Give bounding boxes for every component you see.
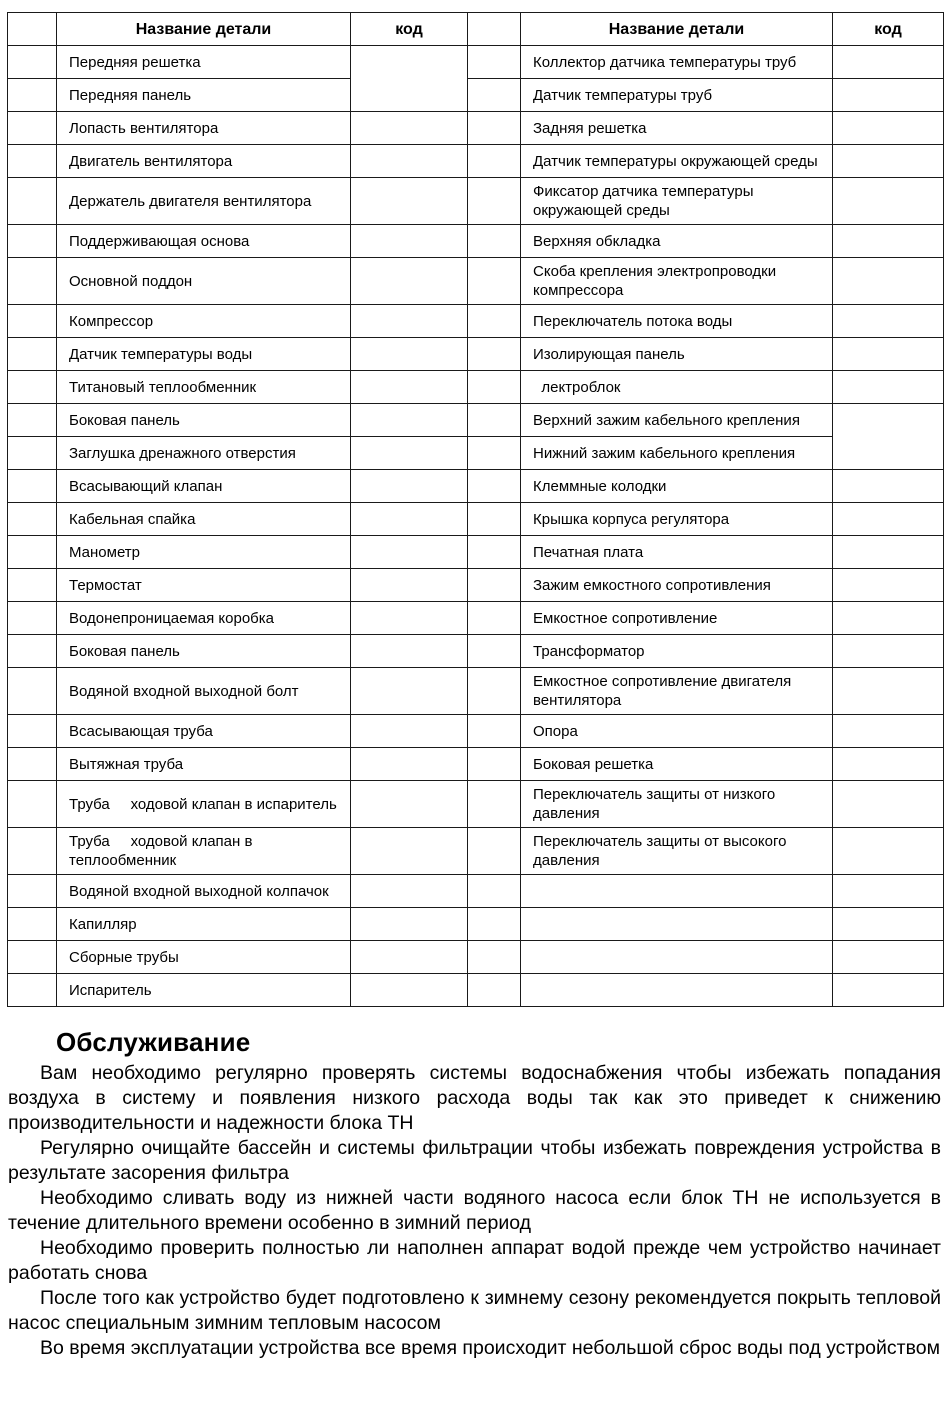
part-name-cell-right: лектроблок: [521, 371, 833, 404]
row-number-cell-right: [468, 258, 521, 305]
part-code-cell-right: [833, 941, 944, 974]
table-row: [8, 536, 944, 569]
table-row: [8, 225, 944, 258]
part-name-cell-right: Датчик температуры окружающей среды: [521, 145, 833, 178]
row-number-cell-left: [8, 503, 57, 536]
row-number-cell-right: [468, 748, 521, 781]
row-number-cell-right: [468, 503, 521, 536]
part-name-cell-left: Водонепроницаемая коробка: [57, 602, 351, 635]
maintenance-paragraph: Во время эксплуатации устройства все время происходит небольшой сброс воды под устройством: [40, 1337, 940, 1359]
maintenance-paragraph: После того как устройство будет подготовлено к зимнему сезону рекомендуется покрыть тепловой насос специальным зимним тепловым насосом: [8, 1287, 941, 1334]
part-code-cell-left: [351, 404, 468, 437]
part-name-cell-right: Емкостное сопротивление: [521, 602, 833, 635]
table-row: [8, 715, 944, 748]
part-name-cell-left: Держатель двигателя вентилятора: [57, 178, 351, 225]
table-row: [8, 178, 944, 225]
part-code-cell-left: [351, 569, 468, 602]
part-name-cell-left: Труба ходовой клапан в испаритель: [57, 781, 351, 828]
table-row: [8, 602, 944, 635]
part-name-cell-left: Кабельная спайка: [57, 503, 351, 536]
row-number-cell-left: [8, 875, 57, 908]
row-number-cell-left: [8, 338, 57, 371]
part-name-cell-right: Переключатель защиты от высокого давления: [521, 828, 833, 875]
row-number-cell-right: [468, 470, 521, 503]
table-row: [8, 635, 944, 668]
row-number-cell-right: [468, 178, 521, 225]
part-name-cell-right: [521, 908, 833, 941]
row-number-cell-left: [8, 715, 57, 748]
maintenance-section: [7, 1027, 943, 1361]
table-row: [8, 258, 944, 305]
part-code-cell-right: [833, 112, 944, 145]
part-code-cell-left: [351, 668, 468, 715]
part-name-cell-left: Передняя панель: [57, 79, 351, 112]
part-name-cell-right: Верхний зажим кабельного крепления: [521, 404, 833, 437]
part-code-cell-left: [351, 635, 468, 668]
part-name-cell-right: Клеммные колодки: [521, 470, 833, 503]
row-number-cell-left: [8, 781, 57, 828]
table-row: [8, 470, 944, 503]
part-name-cell-left: Вытяжная труба: [57, 748, 351, 781]
part-name-cell-left: Сборные трубы: [57, 941, 351, 974]
part-code-cell-right: [833, 536, 944, 569]
part-name-cell-right: Печатная плата: [521, 536, 833, 569]
table-row: [8, 145, 944, 178]
header-part-name-right: Название детали: [521, 13, 833, 46]
maintenance-paragraph: Вам необходимо регулярно проверять системы водоснабжения чтобы избежать попадания воздуха в систему и появления низкого расхода воды так как это приведет к снижению производительности и надежности блока ТН: [8, 1062, 941, 1134]
maintenance-heading: Обслуживание: [56, 1027, 251, 1057]
row-number-cell-right: [468, 602, 521, 635]
part-name-cell-right: Коллектор датчика температуры труб: [521, 46, 833, 79]
row-number-cell-right: [468, 404, 521, 437]
part-code-cell-left: [351, 974, 468, 1007]
part-name-cell-left: Водяной входной выходной колпачок: [57, 875, 351, 908]
table-row: [8, 46, 944, 79]
part-name-cell-right: Трансформатор: [521, 635, 833, 668]
row-number-cell-right: [468, 781, 521, 828]
part-code-cell-right: [833, 178, 944, 225]
row-number-cell-left: [8, 635, 57, 668]
maintenance-paragraph: Необходимо сливать воду из нижней части водяного насоса если блок ТН не используется в течение длительного времени особенно в зимний период: [8, 1187, 941, 1234]
part-name-cell-left: Боковая панель: [57, 404, 351, 437]
part-code-cell-right: [833, 503, 944, 536]
row-number-cell-left: [8, 470, 57, 503]
part-code-cell-left: [351, 908, 468, 941]
part-code-cell-left: [351, 112, 468, 145]
header-code-right: код: [833, 13, 944, 46]
part-name-cell-right: Опора: [521, 715, 833, 748]
part-code-cell-right: [833, 258, 944, 305]
part-name-cell-left: Датчик температуры воды: [57, 338, 351, 371]
table-row: [8, 305, 944, 338]
part-code-cell-right: [833, 908, 944, 941]
part-code-cell-left: [351, 602, 468, 635]
part-name-cell-right: Датчик температуры труб: [521, 79, 833, 112]
row-number-cell-left: [8, 371, 57, 404]
part-name-cell-left: Передняя решетка: [57, 46, 351, 79]
row-number-cell-right: [468, 875, 521, 908]
part-code-cell-right: [833, 145, 944, 178]
part-code-cell-right: [833, 974, 944, 1007]
part-name-cell-left: Лопасть вентилятора: [57, 112, 351, 145]
part-code-cell-right: [833, 748, 944, 781]
part-name-cell-left: Заглушка дренажного отверстия: [57, 437, 351, 470]
part-name-cell-left: Труба ходовой клапан в теплообменник: [57, 828, 351, 875]
table-row: [8, 908, 944, 941]
table-row: [8, 941, 944, 974]
part-name-cell-right: Крышка корпуса регулятора: [521, 503, 833, 536]
row-number-cell-left: [8, 112, 57, 145]
part-code-cell-left: [351, 470, 468, 503]
part-code-cell-left: [351, 875, 468, 908]
part-name-cell-left: Основной поддон: [57, 258, 351, 305]
row-number-cell-left: [8, 828, 57, 875]
part-name-cell-right: Переключатель защиты от низкого давления: [521, 781, 833, 828]
table-row: [8, 974, 944, 1007]
part-name-cell-right: Переключатель потока воды: [521, 305, 833, 338]
part-name-cell-left: Манометр: [57, 536, 351, 569]
parts-table-body: [8, 46, 944, 1007]
part-code-cell-left: [351, 258, 468, 305]
row-number-cell-right: [468, 536, 521, 569]
part-name-cell-left: Всасывающая труба: [57, 715, 351, 748]
row-number-cell-right: [468, 112, 521, 145]
table-row: [8, 112, 944, 145]
table-row: [8, 437, 944, 470]
row-number-cell-right: [468, 635, 521, 668]
row-number-cell-right: [468, 569, 521, 602]
header-part-name-left: Название детали: [57, 13, 351, 46]
row-number-cell-left: [8, 145, 57, 178]
row-number-cell-left: [8, 908, 57, 941]
table-row: [8, 781, 944, 828]
part-code-cell-right: [833, 668, 944, 715]
parts-table: [7, 12, 944, 1007]
row-number-cell-right: [468, 437, 521, 470]
part-name-cell-left: Боковая панель: [57, 635, 351, 668]
row-number-cell-right: [468, 974, 521, 1007]
part-code-cell-left: [351, 828, 468, 875]
part-name-cell-right: Емкостное сопротивление двигателя вентилятора: [521, 668, 833, 715]
part-name-cell-right: Изолирующая панель: [521, 338, 833, 371]
part-code-cell-right: [833, 875, 944, 908]
part-name-cell-right: Зажим емкостного сопротивления: [521, 569, 833, 602]
table-row: [8, 569, 944, 602]
row-number-cell-left: [8, 258, 57, 305]
part-name-cell-left: Всасывающий клапан: [57, 470, 351, 503]
part-code-cell-right: [833, 371, 944, 404]
part-name-cell-right: Боковая решетка: [521, 748, 833, 781]
part-code-cell-left: [351, 536, 468, 569]
part-code-cell-right: [833, 569, 944, 602]
maintenance-paragraph: Регулярно очищайте бассейн и системы фильтрации чтобы избежать повреждения устройства в результате засорения фильтра: [8, 1137, 941, 1184]
part-name-cell-left: Капилляр: [57, 908, 351, 941]
part-code-cell-left: [351, 145, 468, 178]
part-code-cell-right: [833, 470, 944, 503]
part-name-cell-left: Испаритель: [57, 974, 351, 1007]
part-name-cell-right: [521, 941, 833, 974]
row-number-cell-left: [8, 536, 57, 569]
row-number-cell-left: [8, 748, 57, 781]
part-code-cell-left: [351, 748, 468, 781]
part-name-cell-right: Нижний зажим кабельного крепления: [521, 437, 833, 470]
row-number-cell-right: [468, 941, 521, 974]
part-code-cell-left: [351, 715, 468, 748]
part-code-cell-left: [351, 178, 468, 225]
row-number-cell-left: [8, 178, 57, 225]
part-code-cell-left: [351, 225, 468, 258]
row-number-cell-left: [8, 79, 57, 112]
row-number-cell-left: [8, 46, 57, 79]
part-code-cell-right: [833, 46, 944, 79]
table-row: [8, 404, 944, 437]
row-number-cell-right: [468, 79, 521, 112]
header-code-left: код: [351, 13, 468, 46]
table-row: [8, 828, 944, 875]
table-row: [8, 79, 944, 112]
part-name-cell-right: [521, 875, 833, 908]
part-code-cell-right: [833, 225, 944, 258]
row-number-cell-left: [8, 941, 57, 974]
part-code-cell-right: [833, 602, 944, 635]
part-name-cell-right: [521, 974, 833, 1007]
part-name-cell-right: Верхняя обкладка: [521, 225, 833, 258]
part-code-cell-left: [351, 437, 468, 470]
row-number-cell-left: [8, 437, 57, 470]
part-code-cell-left: [351, 46, 468, 112]
part-name-cell-right: Фиксатор датчика температуры окружающей среды: [521, 178, 833, 225]
row-number-cell-right: [468, 225, 521, 258]
part-code-cell-left: [351, 941, 468, 974]
header-number-cell-right: [468, 13, 521, 46]
part-code-cell-right: [833, 715, 944, 748]
row-number-cell-right: [468, 715, 521, 748]
part-name-cell-right: Задняя решетка: [521, 112, 833, 145]
row-number-cell-left: [8, 305, 57, 338]
row-number-cell-right: [468, 371, 521, 404]
part-code-cell-right: [833, 404, 944, 470]
header-number-cell-left: [8, 13, 57, 46]
table-row: [8, 338, 944, 371]
part-code-cell-right: [833, 305, 944, 338]
table-header-row: [8, 13, 944, 46]
part-code-cell-right: [833, 79, 944, 112]
part-name-cell-left: Поддерживающая основа: [57, 225, 351, 258]
part-name-cell-left: Компрессор: [57, 305, 351, 338]
part-name-cell-left: Термостат: [57, 569, 351, 602]
part-code-cell-left: [351, 305, 468, 338]
row-number-cell-left: [8, 225, 57, 258]
row-number-cell-right: [468, 908, 521, 941]
part-code-cell-left: [351, 371, 468, 404]
row-number-cell-right: [468, 145, 521, 178]
part-name-cell-right: Скоба крепления электропроводки компрессора: [521, 258, 833, 305]
part-code-cell-left: [351, 503, 468, 536]
row-number-cell-right: [468, 46, 521, 79]
part-name-cell-left: Титановый теплообменник: [57, 371, 351, 404]
part-code-cell-left: [351, 338, 468, 371]
maintenance-paragraph: Необходимо проверить полностью ли наполнен аппарат водой прежде чем устройство начинает работать снова: [8, 1237, 941, 1284]
row-number-cell-left: [8, 404, 57, 437]
row-number-cell-left: [8, 602, 57, 635]
table-row: [8, 503, 944, 536]
row-number-cell-left: [8, 569, 57, 602]
row-number-cell-right: [468, 668, 521, 715]
row-number-cell-left: [8, 668, 57, 715]
part-code-cell-left: [351, 781, 468, 828]
table-row: [8, 371, 944, 404]
row-number-cell-right: [468, 305, 521, 338]
part-code-cell-right: [833, 828, 944, 875]
row-number-cell-left: [8, 974, 57, 1007]
part-code-cell-right: [833, 781, 944, 828]
table-row: [8, 875, 944, 908]
part-code-cell-right: [833, 338, 944, 371]
part-name-cell-left: Двигатель вентилятора: [57, 145, 351, 178]
table-row: [8, 748, 944, 781]
table-row: [8, 668, 944, 715]
row-number-cell-right: [468, 828, 521, 875]
part-code-cell-right: [833, 635, 944, 668]
part-name-cell-left: Водяной входной выходной болт: [57, 668, 351, 715]
row-number-cell-right: [468, 338, 521, 371]
